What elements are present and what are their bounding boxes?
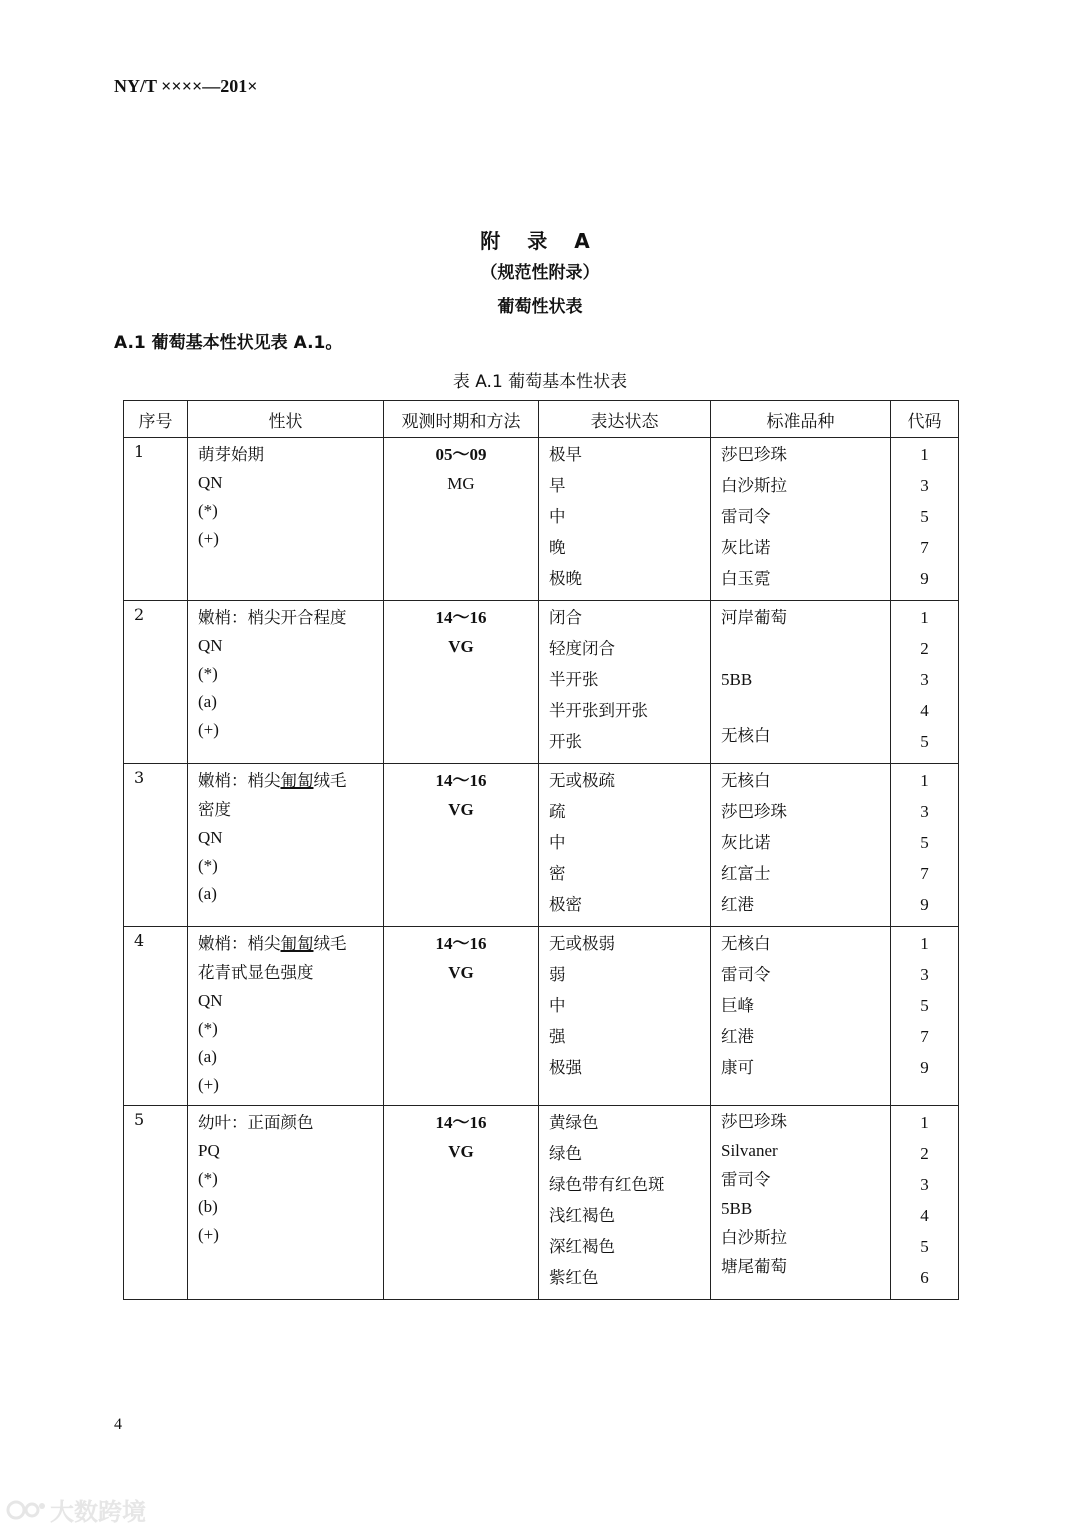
cell-state bbox=[539, 927, 711, 1106]
variety-item: 无核白 bbox=[721, 771, 771, 790]
state-item: 极早 bbox=[549, 445, 582, 464]
watermark-logo-icon bbox=[6, 1498, 46, 1522]
trait-prefix: 嫩梢：梢尖 bbox=[198, 934, 281, 953]
method-type: VG bbox=[448, 963, 474, 982]
appendix-type: （规范性附录） bbox=[480, 263, 600, 283]
cell-code bbox=[891, 1106, 959, 1300]
cell-method bbox=[384, 1106, 539, 1300]
state-item: 早 bbox=[549, 476, 566, 495]
trait-line: 幼叶：正面颜色 bbox=[198, 1113, 314, 1132]
state-item: 极晚 bbox=[549, 569, 582, 588]
trait-line: (+) bbox=[198, 529, 219, 548]
code-item: 7 bbox=[920, 1027, 929, 1046]
code-item: 3 bbox=[920, 965, 929, 984]
variety-item: 5BB bbox=[721, 1199, 753, 1218]
state-item: 绿色 bbox=[549, 1144, 582, 1163]
cell-code bbox=[891, 438, 959, 601]
trait-line: QN bbox=[198, 991, 223, 1010]
state-item: 浅红褐色 bbox=[549, 1206, 615, 1225]
cell-trait bbox=[188, 764, 384, 927]
variety-item: 红富士 bbox=[721, 864, 771, 883]
method-type: VG bbox=[448, 800, 474, 819]
cell-no bbox=[124, 927, 188, 1106]
variety-item bbox=[711, 633, 890, 664]
code-item: 4 bbox=[920, 701, 929, 720]
variety-item: 白玉霓 bbox=[721, 569, 771, 588]
code-item: 2 bbox=[920, 639, 929, 658]
trait-line: (a) bbox=[198, 884, 217, 903]
state-item: 绿色带有红色斑 bbox=[549, 1175, 665, 1194]
cell-method bbox=[384, 927, 539, 1106]
table-row bbox=[124, 764, 959, 927]
trait-suffix: 绒毛 bbox=[313, 771, 347, 790]
variety-item: 莎巴珍珠 bbox=[721, 802, 787, 821]
state-item: 极密 bbox=[549, 895, 582, 914]
state-item: 弱 bbox=[549, 965, 566, 984]
variety-item: 5BB bbox=[721, 670, 753, 689]
state-item: 轻度闭合 bbox=[549, 639, 615, 658]
code-item: 7 bbox=[920, 864, 929, 883]
row-number: 5 bbox=[134, 1110, 145, 1129]
variety-item: 雷司令 bbox=[721, 1170, 771, 1189]
cell-trait bbox=[188, 927, 384, 1106]
trait-line: (*) bbox=[198, 664, 218, 683]
header-trait: 性状 bbox=[188, 401, 384, 438]
variety-item: 灰比诺 bbox=[721, 833, 771, 852]
code-item: 3 bbox=[920, 1175, 929, 1194]
variety-item: Silvaner bbox=[721, 1141, 778, 1160]
cell-variety bbox=[711, 927, 891, 1106]
state-item: 开张 bbox=[549, 732, 582, 751]
code-item: 7 bbox=[920, 538, 929, 557]
state-item: 晚 bbox=[549, 538, 566, 557]
appendix-title: 附 录 A bbox=[480, 229, 600, 253]
variety-item: 雷司令 bbox=[721, 965, 771, 984]
cell-state bbox=[539, 1106, 711, 1300]
trait-line: (*) bbox=[198, 1019, 218, 1038]
variety-item: 无核白 bbox=[721, 726, 771, 745]
grape-traits-table bbox=[123, 400, 959, 1300]
code-item: 1 bbox=[920, 934, 929, 953]
code-item: 1 bbox=[920, 445, 929, 464]
trait-line: QN bbox=[198, 473, 223, 492]
header-state: 表达状态 bbox=[539, 401, 711, 438]
cell-variety bbox=[711, 438, 891, 601]
code-item: 1 bbox=[920, 1113, 929, 1132]
code-item: 5 bbox=[920, 507, 929, 526]
trait-line: PQ bbox=[198, 1141, 220, 1160]
method-type: VG bbox=[448, 637, 474, 656]
row-number: 3 bbox=[134, 768, 145, 787]
variety-item: 康可 bbox=[721, 1058, 754, 1077]
cell-variety bbox=[711, 1106, 891, 1300]
code-item: 5 bbox=[920, 833, 929, 852]
page-number: 4 bbox=[114, 1416, 122, 1433]
variety-item: 河岸葡萄 bbox=[721, 608, 787, 627]
code-item: 9 bbox=[920, 895, 929, 914]
method-type: MG bbox=[447, 474, 475, 493]
trait-line: (+) bbox=[198, 1075, 219, 1094]
state-item: 极强 bbox=[549, 1058, 582, 1077]
row-number: 2 bbox=[134, 605, 145, 624]
variety-item: 雷司令 bbox=[721, 507, 771, 526]
table-row bbox=[124, 927, 959, 1106]
state-item: 无或极弱 bbox=[549, 934, 615, 953]
trait-line: (*) bbox=[198, 1169, 218, 1188]
trait-line: (b) bbox=[198, 1197, 218, 1216]
variety-item: 塘尾葡萄 bbox=[721, 1257, 787, 1276]
code-item: 3 bbox=[920, 476, 929, 495]
table-row bbox=[124, 438, 959, 601]
code-item: 4 bbox=[920, 1206, 929, 1225]
state-item: 疏 bbox=[549, 802, 566, 821]
cell-state bbox=[539, 438, 711, 601]
trait-line: (a) bbox=[198, 1047, 217, 1066]
method-period: 14～16 bbox=[435, 771, 487, 790]
table-row bbox=[124, 601, 959, 764]
variety-item: 白沙斯拉 bbox=[721, 476, 787, 495]
section-a1-text: A.1 葡萄基本性状见表 A.1。 bbox=[114, 333, 343, 353]
code-item: 9 bbox=[920, 1058, 929, 1077]
state-item: 紫红色 bbox=[549, 1268, 599, 1287]
trait-line: (+) bbox=[198, 720, 219, 739]
trait-line: QN bbox=[198, 828, 223, 847]
watermark-text: 大数跨境 bbox=[50, 1498, 146, 1526]
table-header-row bbox=[124, 401, 959, 438]
cell-trait bbox=[188, 601, 384, 764]
method-period: 14～16 bbox=[435, 608, 487, 627]
code-item: 5 bbox=[920, 732, 929, 751]
cell-code bbox=[891, 601, 959, 764]
trait-line: 花青甙显色强度 bbox=[198, 963, 314, 982]
code-item: 9 bbox=[920, 569, 929, 588]
cell-no bbox=[124, 438, 188, 601]
state-item: 深红褐色 bbox=[549, 1237, 615, 1256]
cell-code bbox=[891, 764, 959, 927]
cell-no bbox=[124, 1106, 188, 1300]
cell-no bbox=[124, 601, 188, 764]
variety-item: 红港 bbox=[721, 1027, 754, 1046]
document-code: NY/T ××××—201× bbox=[114, 76, 258, 96]
state-item: 中 bbox=[549, 996, 566, 1015]
header-method: 观测时期和方法 bbox=[384, 401, 539, 438]
header-no: 序号 bbox=[124, 401, 188, 438]
trait-line bbox=[188, 765, 383, 796]
trait-prefix: 嫩梢：梢尖 bbox=[198, 771, 281, 790]
cell-trait bbox=[188, 438, 384, 601]
trait-line: (+) bbox=[198, 1225, 219, 1244]
state-item: 无或极疏 bbox=[549, 771, 615, 790]
variety-item: 巨峰 bbox=[721, 996, 754, 1015]
appendix-name: 葡萄性状表 bbox=[497, 297, 583, 317]
state-item: 强 bbox=[549, 1027, 566, 1046]
cell-variety bbox=[711, 764, 891, 927]
trait-line bbox=[188, 928, 383, 959]
variety-item: 白沙斯拉 bbox=[721, 1228, 787, 1247]
variety-item: 莎巴珍珠 bbox=[721, 1112, 787, 1131]
cell-method bbox=[384, 438, 539, 601]
row-number: 4 bbox=[134, 931, 145, 950]
code-item: 5 bbox=[920, 1237, 929, 1256]
cell-state bbox=[539, 601, 711, 764]
cell-method bbox=[384, 601, 539, 764]
variety-item: 莎巴珍珠 bbox=[721, 445, 787, 464]
code-item: 5 bbox=[920, 996, 929, 1015]
method-period: 05～09 bbox=[435, 445, 487, 464]
cell-variety bbox=[711, 601, 891, 764]
trait-line: 密度 bbox=[198, 800, 231, 819]
trait-line: QN bbox=[198, 636, 223, 655]
state-item: 中 bbox=[549, 507, 566, 526]
trait-line: 嫩梢：梢尖开合程度 bbox=[198, 608, 347, 627]
state-item: 中 bbox=[549, 833, 566, 852]
method-type: VG bbox=[448, 1142, 474, 1161]
method-period: 14～16 bbox=[435, 1113, 487, 1132]
code-item: 1 bbox=[920, 608, 929, 627]
state-item: 半开张 bbox=[549, 670, 599, 689]
code-item: 1 bbox=[920, 771, 929, 790]
cell-trait bbox=[188, 1106, 384, 1300]
header-variety: 标准品种 bbox=[711, 401, 891, 438]
cell-no bbox=[124, 764, 188, 927]
table-row bbox=[124, 1106, 959, 1300]
variety-item: 红港 bbox=[721, 895, 754, 914]
trait-line: (*) bbox=[198, 856, 218, 875]
trait-line: (a) bbox=[198, 692, 217, 711]
trait-underlined: 匍匐 bbox=[280, 771, 314, 790]
table-caption: 表 A.1 葡萄基本性状表 bbox=[452, 372, 628, 392]
cell-method bbox=[384, 764, 539, 927]
state-item: 半开张到开张 bbox=[549, 701, 648, 720]
code-item: 3 bbox=[920, 802, 929, 821]
trait-suffix: 绒毛 bbox=[313, 934, 347, 953]
cell-state bbox=[539, 764, 711, 927]
trait-underlined: 匍匐 bbox=[280, 934, 314, 953]
row-number: 1 bbox=[134, 442, 145, 461]
code-item: 6 bbox=[920, 1268, 929, 1287]
variety-item: 无核白 bbox=[721, 934, 771, 953]
header-code: 代码 bbox=[891, 401, 959, 438]
code-item: 2 bbox=[920, 1144, 929, 1163]
trait-line: (*) bbox=[198, 501, 218, 520]
cell-code bbox=[891, 927, 959, 1106]
trait-line: 萌芽始期 bbox=[198, 445, 264, 464]
variety-item: 灰比诺 bbox=[721, 538, 771, 557]
state-item: 密 bbox=[549, 864, 566, 883]
method-period: 14～16 bbox=[435, 934, 487, 953]
code-item: 3 bbox=[920, 670, 929, 689]
state-item: 闭合 bbox=[549, 608, 582, 627]
watermark bbox=[6, 1492, 146, 1527]
state-item: 黄绿色 bbox=[549, 1113, 599, 1132]
